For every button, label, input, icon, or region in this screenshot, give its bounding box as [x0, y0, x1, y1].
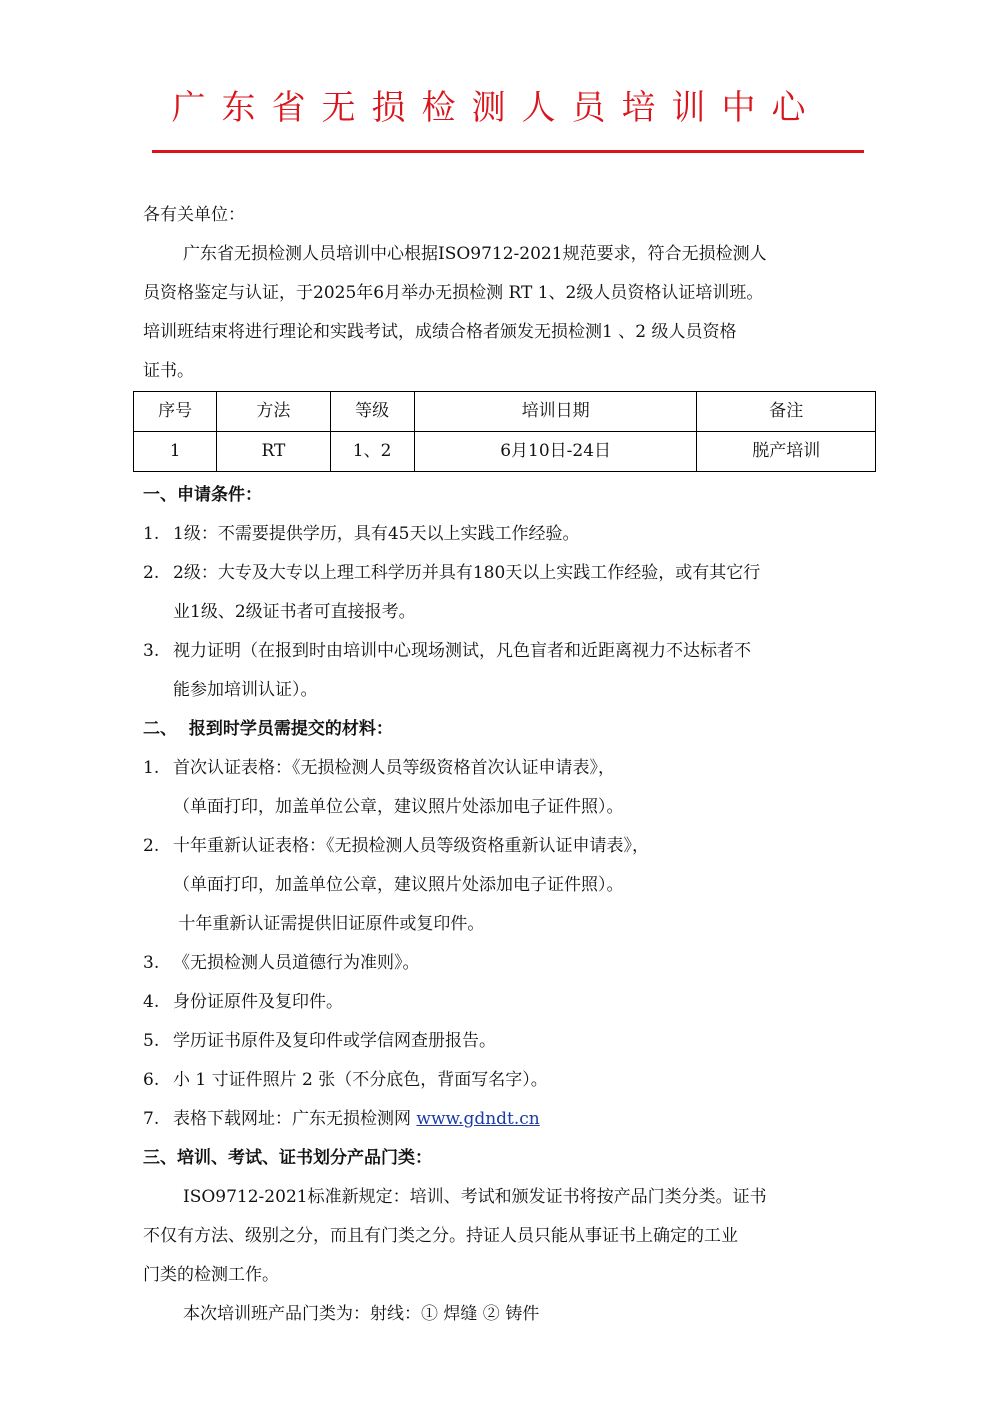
item-text: 视力证明（在报到时由培训中心现场测试，凡色盲者和近距离视力不达标者不: [173, 641, 751, 661]
section-heading: 三、培训、考试、证书划分产品门类：: [143, 1148, 432, 1168]
salutation: 各有关单位：: [143, 205, 245, 225]
item-number: 2.: [143, 836, 160, 856]
list-item: [143, 827, 855, 944]
list-item: [143, 944, 855, 983]
list-item: [143, 515, 855, 554]
intro-line: 培训班结束将进行理论和实践考试，成绩合格者颁发无损检测1 、2 级人员资格: [143, 322, 737, 342]
table-cell: 1: [134, 432, 217, 472]
intro-line: 广东省无损检测人员培训中心根据ISO9712-2021规范要求，符合无损检测人: [183, 244, 767, 264]
page-title: 广东省无损检测人员培训中心: [171, 88, 822, 128]
title-underline: [152, 150, 864, 153]
list-item: [143, 1061, 855, 1100]
table-cell: 脱产培训: [697, 432, 876, 472]
list-item: [143, 749, 855, 827]
schedule-table: [133, 391, 876, 472]
item-text: 学历证书原件及复印件或学信网查册报告。: [173, 1031, 496, 1051]
item-text: 表格下载网址：广东无损检测网: [173, 1109, 417, 1129]
list-item: [143, 1100, 855, 1139]
item-text: 小 1 寸证件照片 2 张（不分底色，背面写名字）。: [173, 1070, 548, 1090]
intro-line: 员资格鉴定与认证，于2025年6月举办无损检测 RT 1、2级人员资格认证培训班。: [143, 283, 764, 303]
para-line: 门类的检测工作。: [143, 1265, 279, 1285]
table-row: [134, 432, 876, 472]
section3-paragraph: [143, 1178, 855, 1295]
item-text: 首次认证表格：《无损检测人员等级资格首次认证申请表》，: [173, 758, 615, 778]
table-header-row: [134, 392, 876, 432]
list-item: [143, 1022, 855, 1061]
section-heading: 二、 报到时学员需提交的材料：: [143, 719, 393, 739]
table-header-cell: 培训日期: [414, 392, 697, 432]
item-text: （单面打印，加盖单位公章，建议照片处添加电子证件照）。: [173, 797, 624, 817]
table-header-cell: 等级: [330, 392, 414, 432]
item-number: 3.: [143, 641, 160, 661]
item-number: 2.: [143, 563, 160, 583]
table-header-cell: 方法: [217, 392, 330, 432]
para-line: 不仅有方法、级别之分，而且有门类之分。持证人员只能从事证书上确定的工业: [143, 1226, 738, 1246]
item-text: 十年重新认证表格：《无损检测人员等级资格重新认证申请表》，: [173, 836, 649, 856]
item-number: 3.: [143, 953, 160, 973]
item-text: 十年重新认证需提供旧证原件或复印件。: [173, 914, 485, 934]
table-header-cell: 备注: [697, 392, 876, 432]
section-heading: 一、申请条件：: [143, 485, 262, 505]
item-text: 《无损检测人员道德行为准则》。: [173, 953, 420, 973]
table-header-cell: 序号: [134, 392, 217, 432]
list-item: [143, 554, 855, 632]
download-link[interactable]: www.gdndt.cn: [416, 1109, 540, 1129]
item-number: 7.: [143, 1109, 160, 1129]
table-cell: 1、2: [330, 432, 414, 472]
document-body: [143, 196, 855, 1334]
item-number: 1.: [143, 524, 160, 544]
list-item: [143, 632, 855, 710]
item-text: 能参加培训认证）。: [173, 680, 318, 700]
list-item: [143, 983, 855, 1022]
item-text: 2级：大专及大专以上理工科学历并具有180天以上实践工作经验，或有其它行: [173, 563, 761, 583]
intro-line: 证书。: [143, 361, 194, 381]
item-number: 6.: [143, 1070, 160, 1090]
item-number: 5.: [143, 1031, 160, 1051]
table-cell: RT: [217, 432, 330, 472]
item-text: 业1级、2级证书者可直接报考。: [173, 602, 416, 622]
product-categories: 本次培训班产品门类为：射线：① 焊缝 ② 铸件: [183, 1304, 540, 1324]
intro-paragraph: [143, 235, 855, 391]
item-number: 1.: [143, 758, 160, 778]
item-number: 4.: [143, 992, 160, 1012]
item-text: 身份证原件及复印件。: [173, 992, 343, 1012]
item-text: （单面打印，加盖单位公章，建议照片处添加电子证件照）。: [173, 875, 624, 895]
para-line: ISO9712-2021标准新规定：培训、考试和颁发证书将按产品门类分类。证书: [183, 1187, 767, 1207]
item-text: 1级：不需要提供学历，具有45天以上实践工作经验。: [173, 524, 580, 544]
table-cell: 6月10日-24日: [414, 432, 697, 472]
